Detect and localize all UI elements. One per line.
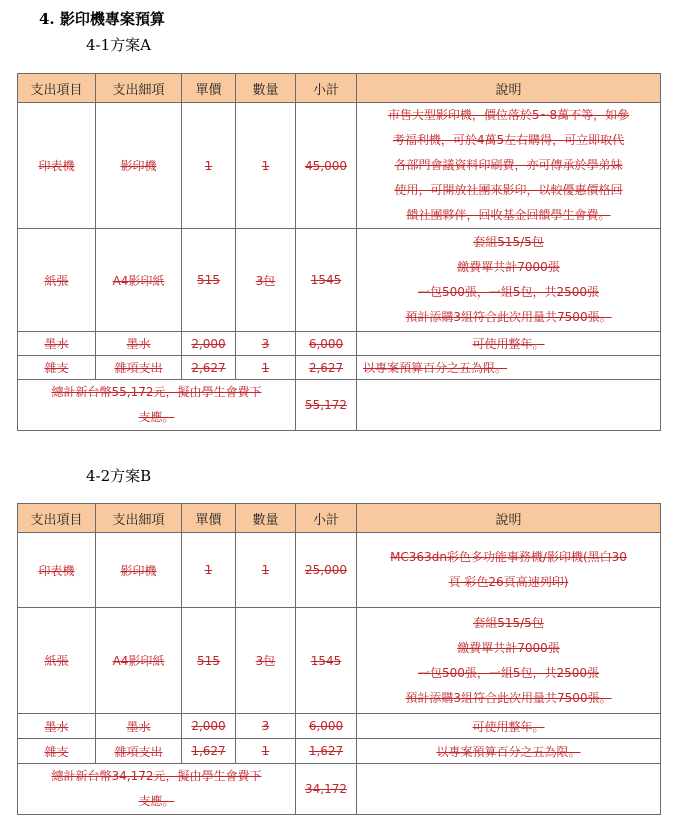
section-title: 4. 影印機專案預算	[39, 10, 165, 28]
table-row	[18, 229, 661, 332]
table-row	[18, 332, 661, 356]
header-subtotal: 小計	[296, 74, 357, 103]
note-cell: 可使用整年。	[357, 714, 661, 739]
note-line: 考福利機，可於4萬5左右購得，可立即取代	[392, 133, 625, 147]
note-line: 頁 彩色26頁高速列印)	[448, 575, 569, 589]
header-price: 單價	[182, 74, 236, 103]
qty-cell: 1	[236, 103, 296, 229]
detail-cell: 影印機	[96, 103, 182, 229]
total-label-line: 總計新台幣34,172元，擬由學生會費下	[51, 769, 262, 783]
note-line: 套組515/5包	[473, 615, 544, 630]
item-cell: 印表機	[18, 103, 96, 229]
total-note-empty	[357, 380, 661, 431]
plan-a-title: 4-1方案A	[86, 36, 151, 54]
item-cell: 紙張	[18, 608, 96, 714]
header-detail: 支出細項	[96, 504, 182, 533]
note-cell: 以專案預算百分之五為限。	[357, 356, 661, 380]
item-cell: 墨水	[18, 332, 96, 356]
table-row	[18, 103, 661, 229]
note-cell	[357, 103, 661, 229]
qty-cell: 1	[236, 739, 296, 764]
price-cell: 2,000	[182, 714, 236, 739]
header-qty: 數量	[236, 74, 296, 103]
table-row	[18, 739, 661, 764]
qty-cell: 3	[236, 332, 296, 356]
note-line: 一包500張，一組5包，共2500張	[417, 665, 600, 680]
detail-cell: A4影印紙	[96, 229, 182, 332]
qty-cell: 3	[236, 714, 296, 739]
note-line: 預計添購3組符合此次用量共7500張。	[405, 690, 612, 705]
subtotal-cell: 45,000	[296, 103, 357, 229]
detail-cell: 雜項支出	[96, 739, 182, 764]
qty-cell: 3包	[236, 229, 296, 332]
table-row	[18, 608, 661, 714]
subtotal-cell: 6,000	[296, 714, 357, 739]
note-line: 饋社團夥伴，回收基金回饋學生會費。	[406, 208, 611, 222]
detail-cell: 墨水	[96, 332, 182, 356]
note-cell: 可使用整年。	[357, 332, 661, 356]
item-cell: 印表機	[18, 533, 96, 608]
note-line: 繳費單共計7000張	[457, 640, 560, 655]
subtotal-cell: 1,627	[296, 739, 357, 764]
price-cell: 2,000	[182, 332, 236, 356]
total-label	[18, 380, 296, 431]
item-cell: 雜支	[18, 739, 96, 764]
subtotal-cell: 1545	[296, 608, 357, 714]
price-cell: 1	[182, 533, 236, 608]
total-label	[18, 764, 296, 815]
subtotal-cell: 1545	[296, 229, 357, 332]
header-item: 支出項目	[18, 504, 96, 533]
plan-b-title: 4-2方案B	[86, 467, 152, 485]
note-line: 市售大型影印機，價位落於5~8萬不等，如參	[387, 108, 630, 122]
note-line: 使用，可開放社團來影印，以較優惠價格回	[394, 183, 623, 197]
header-note: 說明	[357, 504, 661, 533]
total-note-empty	[357, 764, 661, 815]
price-cell: 1	[182, 103, 236, 229]
table-row	[18, 533, 661, 608]
note-cell	[357, 533, 661, 608]
table-header-row	[18, 74, 661, 103]
detail-cell: 墨水	[96, 714, 182, 739]
table-row	[18, 714, 661, 739]
note-line: MC363dn彩色多功能事務機/影印機(黑白30	[390, 550, 627, 564]
note-line: 預計添購3組符合此次用量共7500張。	[405, 310, 612, 324]
qty-cell: 1	[236, 356, 296, 380]
header-price: 單價	[182, 504, 236, 533]
item-cell: 紙張	[18, 229, 96, 332]
subtotal-cell: 6,000	[296, 332, 357, 356]
total-value: 55,172	[296, 380, 357, 431]
total-value: 34,172	[296, 764, 357, 815]
item-cell: 墨水	[18, 714, 96, 739]
table-row	[18, 356, 661, 380]
total-label-line: 總計新台幣55,172元，擬由學生會費下	[51, 385, 262, 399]
header-subtotal: 小計	[296, 504, 357, 533]
note-line: 各部門會議資料印刷費，亦可傳承於學弟妹	[394, 158, 623, 172]
note-line: 套組515/5包	[473, 235, 544, 249]
detail-cell: 影印機	[96, 533, 182, 608]
qty-cell: 3包	[236, 608, 296, 714]
total-row	[18, 380, 661, 431]
plan-a-table	[17, 73, 661, 431]
price-cell: 1,627	[182, 739, 236, 764]
note-line: 一包500張，一組5包，共2500張	[417, 285, 600, 299]
qty-cell: 1	[236, 533, 296, 608]
header-note: 說明	[357, 74, 661, 103]
subtotal-cell: 2,627	[296, 356, 357, 380]
note-cell: 以專案預算百分之五為限。	[357, 739, 661, 764]
price-cell: 2,627	[182, 356, 236, 380]
subtotal-cell: 25,000	[296, 533, 357, 608]
price-cell: 515	[182, 229, 236, 332]
note-line: 繳費單共計7000張	[457, 260, 560, 274]
note-cell	[357, 608, 661, 714]
header-qty: 數量	[236, 504, 296, 533]
total-label-line: 支應。	[138, 410, 175, 424]
header-detail: 支出細項	[96, 74, 182, 103]
total-label-line: 支應。	[138, 794, 175, 808]
plan-b-table	[17, 503, 661, 815]
price-cell: 515	[182, 608, 236, 714]
note-cell	[357, 229, 661, 332]
header-item: 支出項目	[18, 74, 96, 103]
detail-cell: 雜項支出	[96, 356, 182, 380]
detail-cell: A4影印紙	[96, 608, 182, 714]
total-row	[18, 764, 661, 815]
item-cell: 雜支	[18, 356, 96, 380]
table-header-row	[18, 504, 661, 533]
